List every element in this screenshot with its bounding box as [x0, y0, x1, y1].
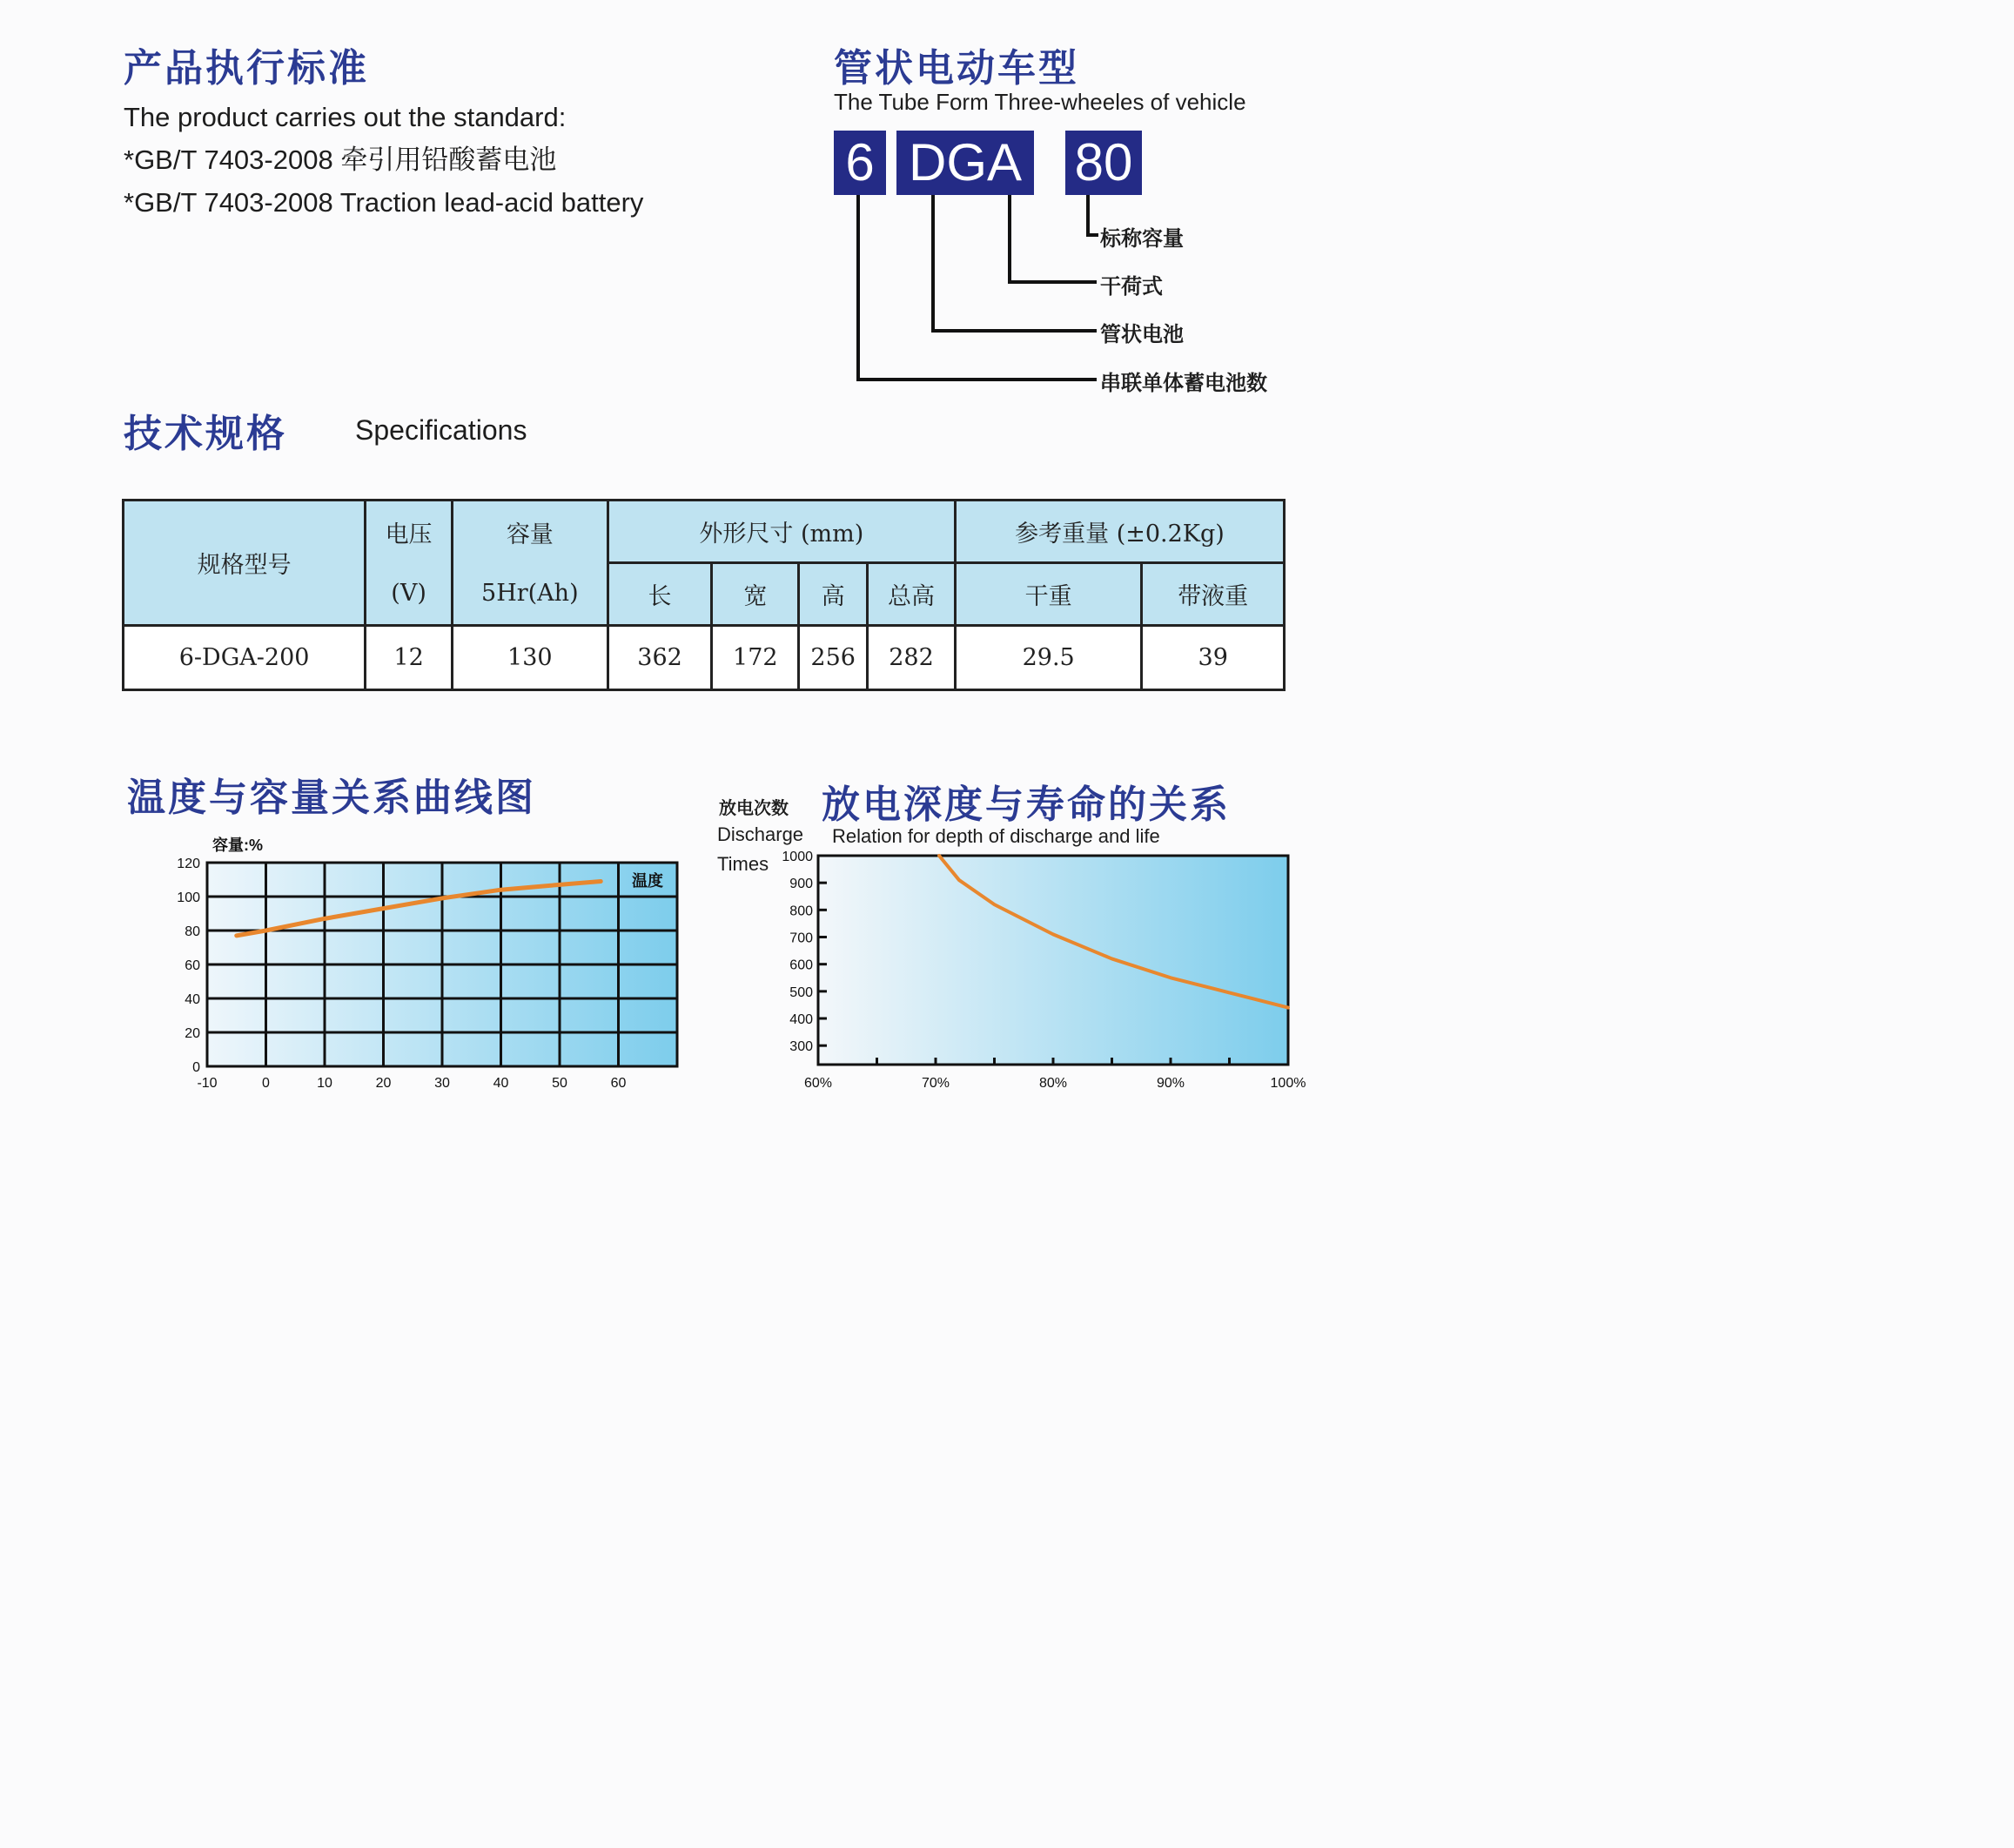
connector-dry-charged — [1010, 195, 1097, 282]
temp-xtick-label: 0 — [262, 1076, 270, 1091]
cell-capacity: 130 — [452, 626, 608, 690]
cell-dry-weight: 29.5 — [955, 626, 1141, 690]
cell-height: 256 — [799, 626, 868, 690]
connector-cells — [858, 195, 1097, 380]
header-dimensions: 外形尺寸 (mm) — [608, 501, 955, 563]
temp-ytick-label: 0 — [192, 1060, 200, 1075]
connector-capacity — [1088, 195, 1098, 235]
life-ylabel-en-2: Times — [717, 853, 769, 875]
header-total-height: 总高 — [868, 563, 956, 626]
temp-xtick-label: -10 — [197, 1076, 218, 1091]
header-model: 规格型号 — [124, 501, 366, 626]
label-capacity: 标称容量 — [1100, 226, 1184, 251]
temp-ylabel: 容量:% — [212, 837, 263, 854]
model-title: 管状电动车型 — [834, 46, 1079, 91]
temp-capacity-chart — [157, 831, 696, 1092]
header-capacity: 容量 — [452, 501, 608, 563]
label-dry-charged: 干荷式 — [1100, 274, 1163, 299]
life-chart-subtitle: Relation for depth of discharge and life — [832, 825, 1160, 847]
temp-ytick-label: 80 — [185, 924, 200, 939]
life-xtick-label: 70% — [921, 1076, 950, 1091]
life-ytick-label: 600 — [789, 958, 813, 973]
header-voltage-unit: (V) — [366, 563, 453, 626]
cell-width: 172 — [712, 626, 799, 690]
cell-voltage: 12 — [366, 626, 453, 690]
model-code-type: DGA — [896, 131, 1034, 195]
life-chart-title: 放电深度与寿命的关系 — [822, 783, 1231, 827]
temp-series-label: 温度 — [632, 872, 663, 890]
life-ytick-label: 800 — [789, 904, 813, 919]
model-code-cells: 6 — [834, 131, 886, 195]
header-dry-weight: 干重 — [955, 563, 1141, 626]
standard-line: *GB/T 7403-2008 Traction lead-acid battery — [124, 187, 644, 218]
discharge-life-chart — [775, 849, 1332, 1101]
temp-ytick-label: 100 — [177, 890, 200, 905]
header-width: 宽 — [712, 563, 799, 626]
cell-wet-weight: 39 — [1142, 626, 1285, 690]
specs-table — [122, 499, 1286, 691]
life-ytick-label: 400 — [789, 1012, 813, 1028]
standard-line: *GB/T 7403-2008 牵引用铅酸蓄电池 — [124, 144, 557, 175]
life-ytick-label: 500 — [789, 984, 813, 1000]
standard-title: 产品执行标准 — [124, 46, 369, 91]
temp-ytick-label: 20 — [185, 1026, 200, 1041]
table-row — [124, 626, 1285, 690]
life-plot-area — [818, 856, 1288, 1065]
header-height: 高 — [799, 563, 868, 626]
label-cells: 串联单体蓄电池数 — [1100, 371, 1267, 395]
temp-xtick-label: 20 — [375, 1076, 392, 1091]
specs-subtitle: Specifications — [355, 414, 527, 446]
life-ylabel-cn: 放电次数 — [719, 797, 789, 818]
life-ytick-label: 700 — [789, 931, 813, 946]
cell-length: 362 — [608, 626, 712, 690]
cell-total-height: 282 — [868, 626, 956, 690]
life-xtick-label: 90% — [1156, 1076, 1185, 1091]
cell-model: 6-DGA-200 — [124, 626, 366, 690]
model-code-connectors — [827, 192, 1105, 392]
life-xtick-label: 100% — [1270, 1076, 1306, 1091]
temp-xtick-label: 60 — [610, 1076, 627, 1091]
temp-xtick-label: 10 — [317, 1076, 332, 1091]
temp-xtick-label: 30 — [434, 1076, 450, 1091]
header-length: 长 — [608, 563, 712, 626]
life-ylabel-en-1: Discharge — [717, 823, 804, 845]
specs-title: 技术规格 — [124, 412, 287, 456]
header-voltage: 电压 — [366, 501, 453, 563]
temp-chart-title: 温度与容量关系曲线图 — [127, 776, 536, 820]
header-capacity-unit: 5Hr(Ah) — [452, 563, 608, 626]
standard-line: The product carries out the standard: — [124, 102, 567, 132]
label-tube-battery: 管状电池 — [1100, 322, 1184, 346]
temp-ytick-label: 60 — [185, 958, 200, 973]
temp-xtick-label: 50 — [552, 1076, 567, 1091]
life-ytick-label: 900 — [789, 877, 813, 892]
life-ytick-label: 1000 — [782, 850, 813, 864]
temp-ytick-label: 120 — [177, 857, 200, 871]
header-weight: 参考重量 (±0.2Kg) — [955, 501, 1284, 563]
header-wet-weight: 带液重 — [1142, 563, 1285, 626]
life-xtick-label: 80% — [1038, 1076, 1068, 1091]
temp-ytick-label: 40 — [185, 992, 200, 1007]
life-xtick-label: 60% — [803, 1076, 833, 1091]
temp-xtick-label: 40 — [493, 1076, 509, 1091]
life-ytick-label: 300 — [789, 1039, 813, 1055]
standard-lines — [124, 96, 643, 224]
model-subtitle: The Tube Form Three-wheeles of vehicle — [834, 89, 1246, 115]
connector-tube — [933, 195, 1097, 331]
model-code-capacity: 80 — [1065, 131, 1142, 195]
